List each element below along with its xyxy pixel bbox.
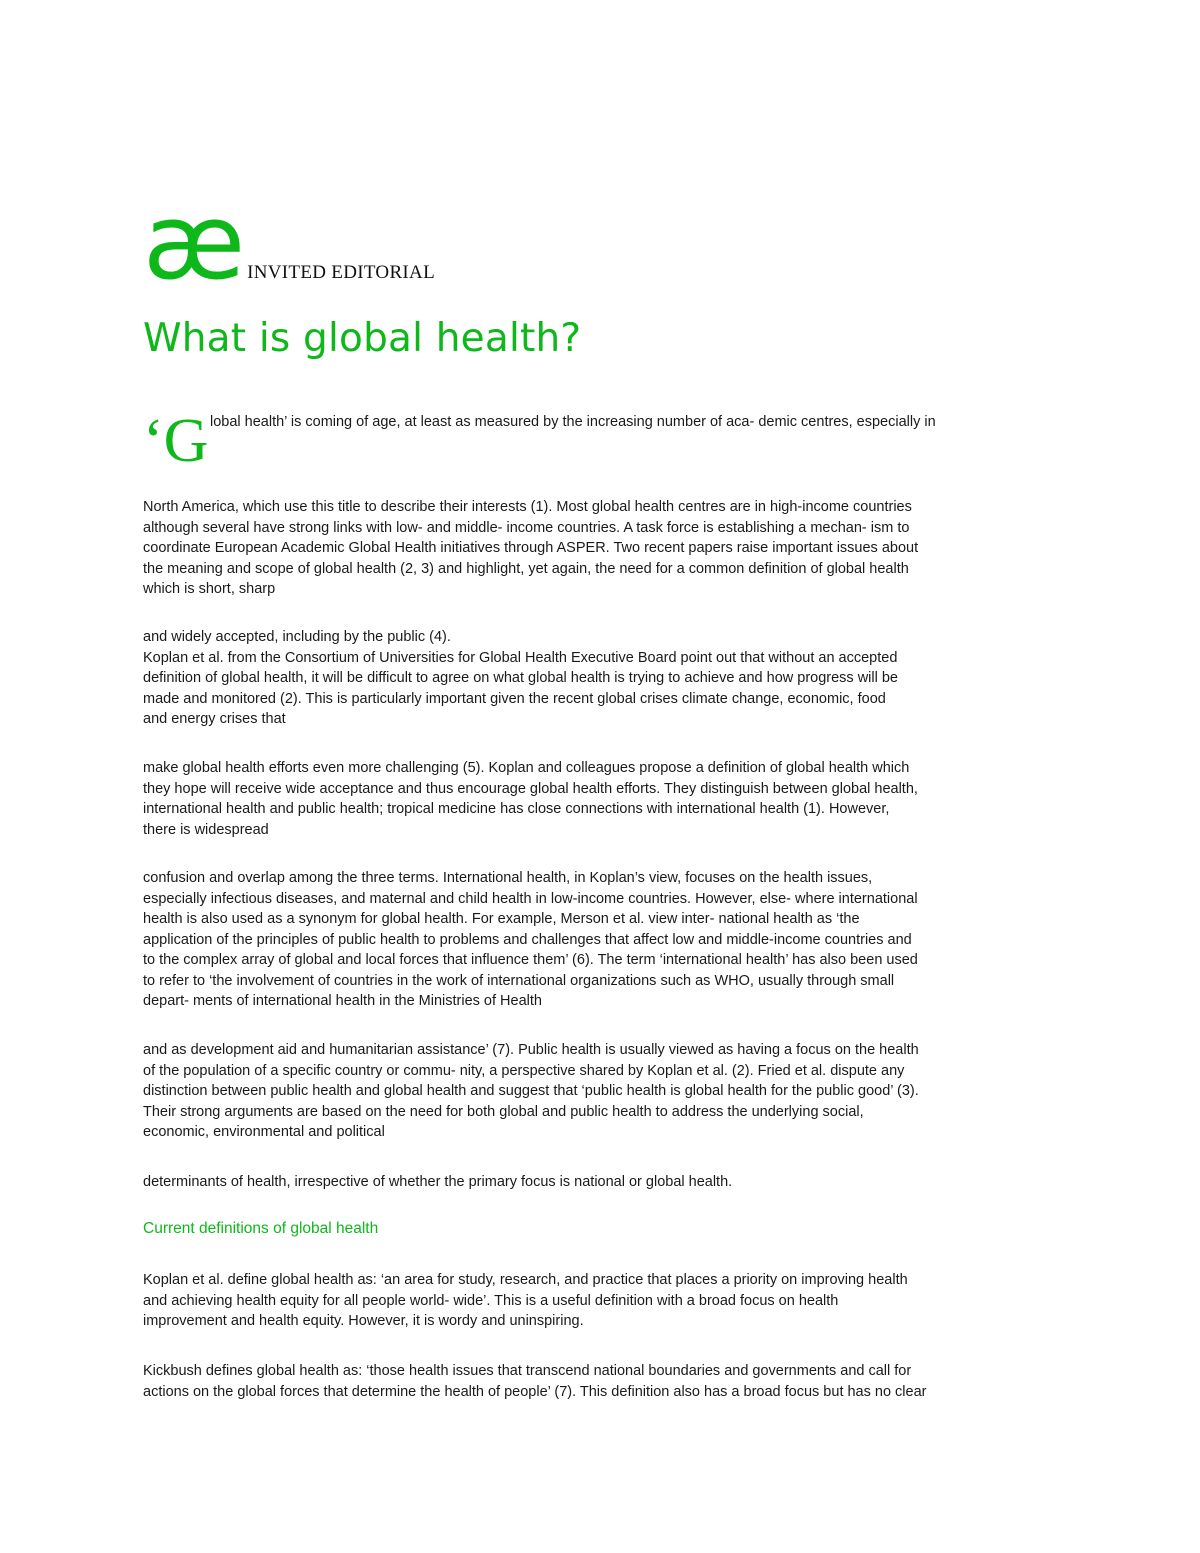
body-paragraph-1: North America, which use this title to describe their interests (1). Most global health centres are in high-income countries although several have strong links with low- and middle- income countries. A task force is establishing a mechan- ism to coordinate European Academic Global Health initiatives through ASPER. Two recent papers raise important issues about the meaning and scope of global health (2, 3) and highlight, yet again, the need for a common definition of global health which is short, sharp: [143, 499, 919, 597]
definition-paragraph-2: Kickbush defines global health as: ‘those health issues that transcend national boundaries and governments and call for actions on the global forces that determine the health of people’ (7). This definition also has a broad focus but has no clear: [143, 1363, 927, 1400]
body-paragraph-3: make global health efforts even more challenging (5). Koplan and colleagues propose a definition of global health which they hope will receive wide acceptance and thus encourage global health efforts. They distinguish between global health, international health and public health; tropical medicine has close connections with international health (1). However, there is widespread: [143, 760, 918, 838]
definition-paragraph-1: Koplan et al. define global health as: ‘an area for study, research, and practice that places a priority on improving health and achieving health equity for all people world- wide’. This is a useful definition with a broad focus on health improvement and health equity. However, it is wordy and uninspiring.: [143, 1272, 908, 1329]
body-paragraph-4: confusion and overlap among the three terms. International health, in Koplan’s view, focuses on the health issues, especially infectious diseases, and maternal and child health in low-income countries. However, else- where international health is also used as a synonym for global health. For example, Merson et al. view inter- national health as ‘the application of the principles of public health to problems and challenges that affect low and middle-income countries and to the complex array of global and local forces that influence them’ (6). The term ‘international health’ has also been used to refer to ‘the involvement of countries in the work of international organizations such as WHO, usually through small depart- ments of international health in the Ministries of Health: [143, 870, 918, 1009]
section-heading: Current definitions of global health: [143, 1220, 379, 1237]
article-title: What is global health?: [143, 316, 582, 361]
drop-cap: ‘G: [143, 407, 209, 475]
journal-header: [143, 181, 435, 303]
section-label: INVITED EDITORIAL: [247, 262, 435, 283]
body-paragraph-6: determinants of health, irrespective of whether the primary focus is national or global health.: [143, 1174, 733, 1190]
lead-paragraph: lobal health’ is coming of age, at least as measured by the increasing number of aca- demic centres, especially in: [210, 414, 936, 430]
journal-logo: æ: [143, 181, 240, 303]
body-paragraph-5: and as development aid and humanitarian assistance’ (7). Public health is usually viewed as having a focus on the health of the population of a specific country or commu- nity, a perspective shared by Koplan et al. (2). Fried et al. dispute any distinction between public health and global health and suggest that ‘public health is global health for the public good’ (3). Their strong arguments are based on the need for both global and public health to address the underlying social, economic, environmental and political: [143, 1042, 919, 1140]
body-paragraph-2: and widely accepted, including by the public (4). Koplan et al. from the Consortium of Universities for Global Health Executive Board point out that without an accepted definition of global health, it will be difficult to agree on what global health is trying to achieve and how progress will be made and monitored (2). This is particularly important given the recent global crises climate change, economic, food and energy crises that: [143, 629, 898, 727]
